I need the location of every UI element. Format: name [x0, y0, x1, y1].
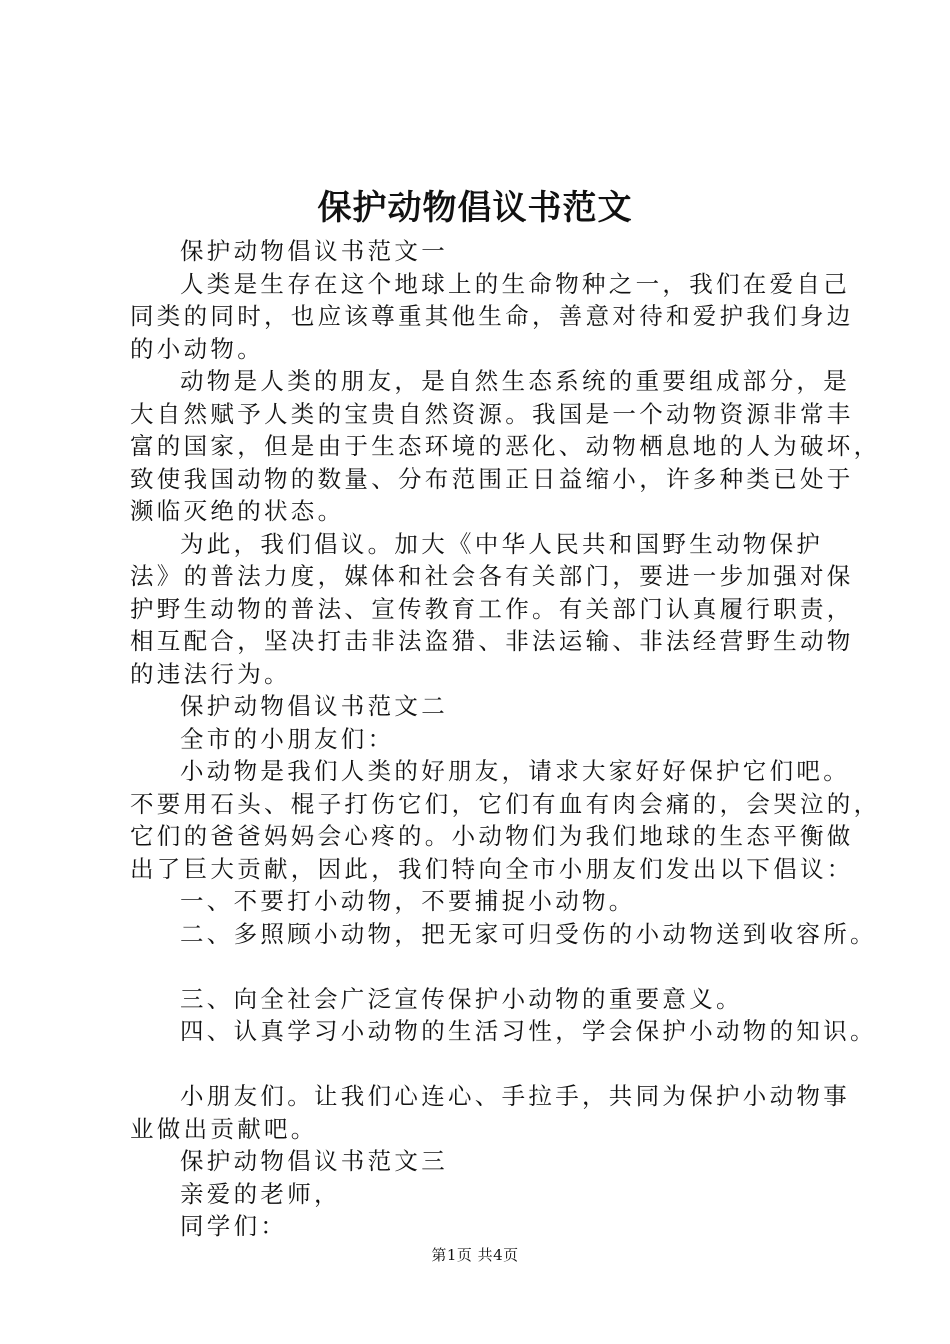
document-body — [130, 235, 881, 1243]
text-line: 富的国家，但是由于生态环境的恶化、动物栖息地的人为破坏， — [130, 432, 881, 460]
text-line: 一、不要打小动物，不要捕捉小动物。 — [180, 887, 636, 915]
text-line: 出了巨大贡献，因此，我们特向全市小朋友们发出以下倡议： — [130, 854, 854, 883]
text-line: 法》的普法力度，媒体和社会各有关部门，要进一步加强对保 — [130, 562, 854, 590]
text-line: 护野生动物的普法、宣传教育工作。有关部门认真履行职责， — [130, 594, 854, 623]
text-line: 同类的同时，也应该尊重其他生命，善意对待和爱护我们身边 — [130, 302, 854, 330]
text-line: 保护动物倡议书范文二 — [180, 692, 448, 720]
text-line: 动物是人类的朋友，是自然生态系统的重要组成部分，是 — [180, 367, 850, 395]
text-line: 相互配合，坚决打击非法盗猎、非法运输、非法经营野生动物 — [130, 627, 854, 655]
text-line: 亲爱的老师， — [180, 1179, 341, 1208]
text-line: 人类是生存在这个地球上的生命物种之一，我们在爱自己 — [180, 269, 850, 298]
text-line: 业做出贡献吧。 — [130, 1114, 318, 1143]
text-line: 三、向全社会广泛宣传保护小动物的重要意义。 — [180, 984, 743, 1013]
text-line: 二、多照顾小动物，把无家可归受伤的小动物送到收容所。 — [180, 919, 877, 948]
text-line: 它们的爸爸妈妈会心疼的。小动物们为我们地球的生态平衡做 — [130, 822, 854, 850]
text-line: 大自然赋予人类的宝贵自然资源。我国是一个动物资源非常丰 — [130, 399, 854, 428]
text-line: 全市的小朋友们： — [180, 724, 395, 753]
text-line: 保护动物倡议书范文三 — [180, 1147, 448, 1175]
page-footer: 第1页 共4页 — [431, 1246, 519, 1264]
text-line: 濒临灭绝的状态。 — [130, 497, 345, 525]
text-line: 同学们： — [180, 1212, 288, 1240]
text-line: 小朋友们。让我们心连心、手拉手，共同为保护小动物事 — [180, 1082, 850, 1110]
text-line: 不要用石头、棍子打伤它们，它们有血有肉会痛的，会哭泣的， — [130, 789, 881, 818]
document-title: 保护动物倡议书范文 — [317, 188, 633, 228]
text-line: 致使我国动物的数量、分布范围正日益缩小，许多种类已处于 — [130, 464, 854, 493]
text-line: 的违法行为。 — [130, 659, 291, 688]
blank-line — [130, 950, 830, 983]
blank-line — [130, 1048, 830, 1081]
text-line: 小动物是我们人类的好朋友，请求大家好好保护它们吧。 — [180, 757, 850, 785]
text-line: 四、认真学习小动物的生活习性，学会保护小动物的知识。 — [180, 1017, 877, 1045]
text-line: 为此，我们倡议。加大《中华人民共和国野生动物保护 — [180, 529, 824, 558]
text-line: 的小动物。 — [130, 334, 264, 363]
text-line: 保护动物倡议书范文一 — [180, 237, 448, 265]
